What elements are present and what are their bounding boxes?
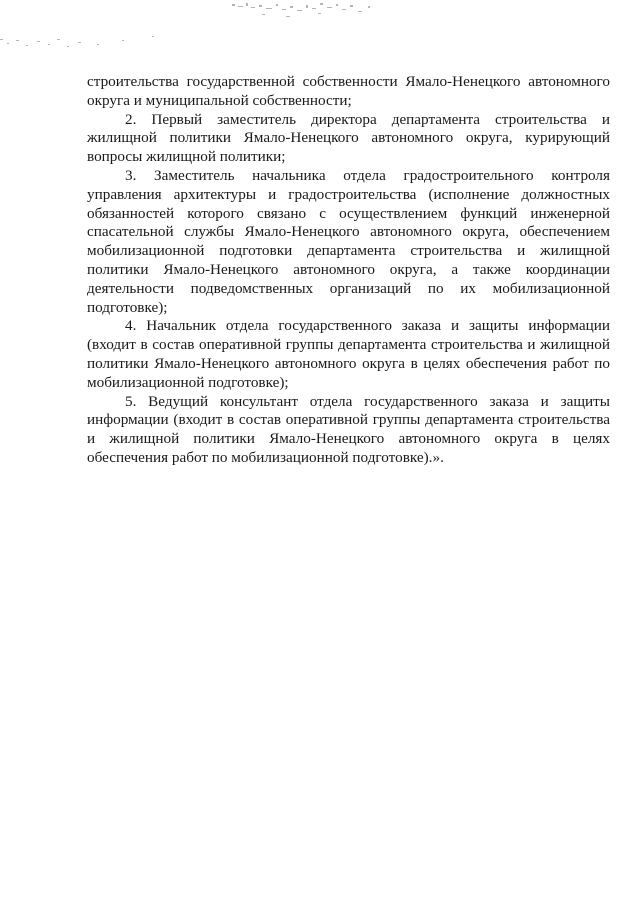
paragraph-continuation: строительства государственной собственности Ямало-Ненецкого автономного округа и муниципальной собственности; bbox=[87, 73, 610, 109]
list-item-2: 2. Первый заместитель директора департамента строительства и жилищной политики Ямало-Ненецкого автономного округа, курирующий вопросы жилищной политики; bbox=[87, 110, 610, 166]
list-item-4: 4. Начальник отдела государственного заказа и защиты информации (входит в состав оперативной группы департамента строительства и жилищной политики Ямало-Ненецкого автономного округа в целях обеспечения работ по мобилизационной подготовке); bbox=[87, 317, 610, 391]
list-item-3: 3. Заместитель начальника отдела градостроительного контроля управления архитектуры и градостроительства (исполнение должностных обязанностей которого связано с осуществлением функций инженерной спасательной службы Ямало-Ненецкого автономного округа, обеспечением мобилизационной подготовки департамента строительства и жилищной политики Ямало-Ненецкого автономного округа, а также координации деятельности подведомственных организаций по их мобилизационной подготовке); bbox=[87, 166, 610, 316]
document-body bbox=[87, 73, 610, 468]
scan-artifacts bbox=[0, 0, 640, 60]
list-item-5: 5. Ведущий консультант отдела государственного заказа и защиты информации (входит в состав оперативной группы департамента строительства и жилищной политики Ямало-Ненецкого автономного округа в целях обеспечения работ по мобилизационной подготовке).». bbox=[87, 392, 610, 466]
